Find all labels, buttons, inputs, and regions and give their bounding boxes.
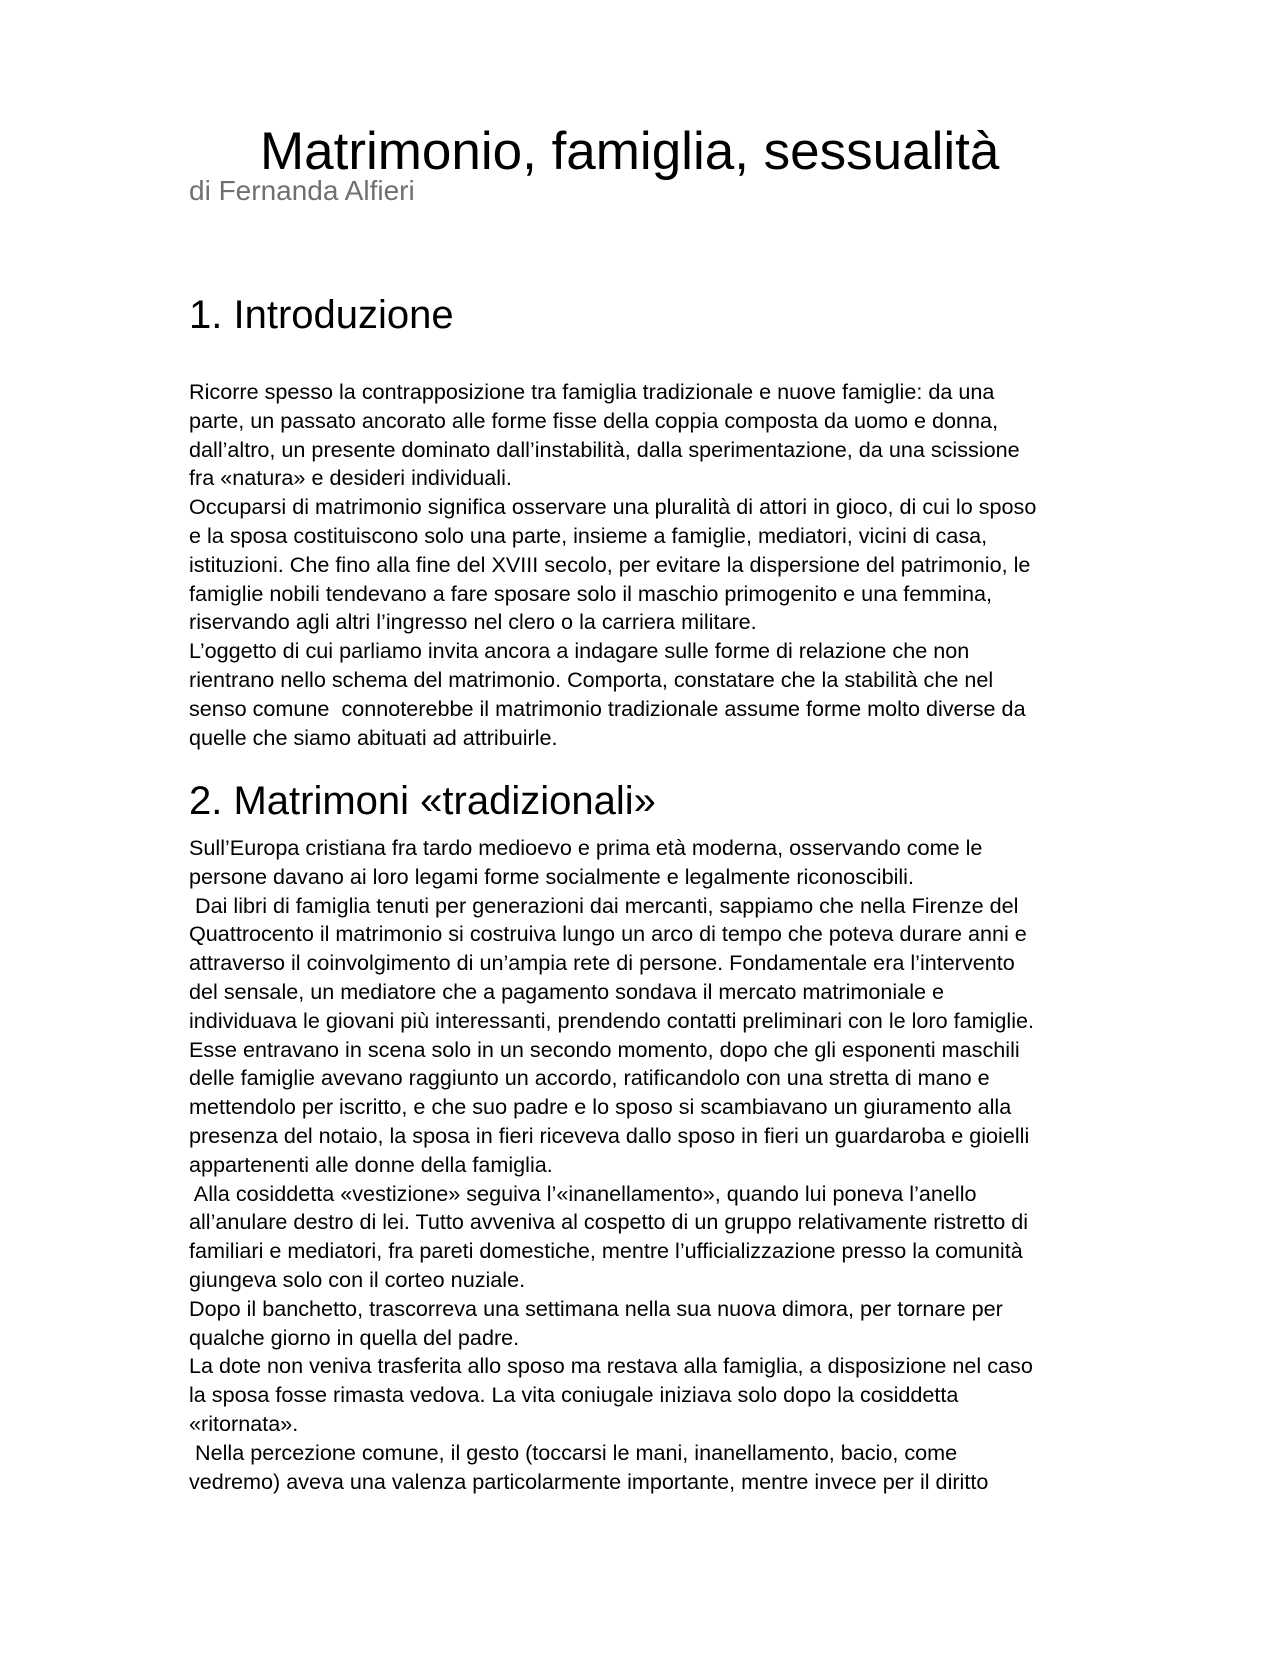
text-line: riservando agli altri l’ingresso nel clero o la carriera militare. bbox=[189, 609, 757, 635]
text-line: La dote non veniva trasferita allo sposo ma restava alla famiglia, a disposizione nel caso bbox=[189, 1353, 1033, 1379]
text-line: Sull’Europa cristiana fra tardo medioevo e prima età moderna, osservando come le bbox=[189, 835, 983, 860]
text-line: Esse entravano in scena solo in un secondo momento, dopo che gli esponenti maschili bbox=[189, 1036, 1020, 1062]
text-line: Ricorre spesso la contrapposizione tra famiglia tradizionale e nuove famiglie: da una bbox=[189, 379, 995, 404]
text-line: persone davano ai loro legami forme socialmente e legalmente riconoscibili. bbox=[189, 863, 914, 889]
text-line: presenza del notaio, la sposa in fieri riceveva dallo sposo in fieri un guardaroba e gioielli bbox=[189, 1122, 1030, 1148]
section-body-matrimoni-tradizionali bbox=[189, 834, 1189, 1496]
text-line: fra «natura» e desideri individuali. bbox=[189, 465, 512, 491]
text-line: rientrano nello schema del matrimonio. Comporta, constatare che la stabilità che nel bbox=[189, 666, 994, 692]
text-line: senso comune connoterebbe il matrimonio tradizionale assume forme molto diverse da bbox=[189, 695, 1026, 721]
text-line: all’anulare destro di lei. Tutto avveniva al cospetto di un gruppo relativamente ristretto di bbox=[189, 1209, 1029, 1235]
text-line: individuava le giovani più interessanti, prendendo contatti preliminari con le loro famiglie. bbox=[189, 1007, 1035, 1033]
section-body-introduzione bbox=[189, 378, 1189, 752]
text-line: Alla cosiddetta «vestizione» seguiva l’«inanellamento», quando lui poneva l’anello bbox=[189, 1180, 977, 1206]
text-line: la sposa fosse rimasta vedova. La vita coniugale iniziava solo dopo la cosiddetta bbox=[189, 1382, 959, 1408]
text-line: giungeva solo con il corteo nuziale. bbox=[189, 1266, 526, 1292]
text-line: famiglie nobili tendevano a fare sposare solo il maschio primogenito e una femmina, bbox=[189, 580, 993, 606]
document-title: Matrimonio, famiglia, sessualità bbox=[260, 122, 1000, 181]
text-line: familiari e mediatori, fra pareti domestiche, mentre l’ufficializzazione presso la comunità bbox=[189, 1238, 1023, 1264]
text-line: qualche giorno in quella del padre. bbox=[189, 1324, 520, 1350]
section-heading-introduzione: 1. Introduzione bbox=[189, 293, 454, 337]
text-line: L’oggetto di cui parliamo invita ancora a indagare sulle forme di relazione che non bbox=[189, 638, 970, 664]
text-line: delle famiglie avevano raggiunto un accordo, ratificandolo con una stretta di mano e bbox=[189, 1065, 990, 1091]
text-line: appartenenti alle donne della famiglia. bbox=[189, 1151, 553, 1177]
text-line: quelle che siamo abituati ad attribuirle. bbox=[189, 724, 558, 750]
text-line: Dopo il banchetto, trascorreva una settimana nella sua nuova dimora, per tornare per bbox=[189, 1295, 1003, 1321]
section-heading-matrimoni-tradizionali: 2. Matrimoni «tradizionali» bbox=[189, 779, 656, 823]
text-line: vedremo) aveva una valenza particolarmente importante, mentre invece per il diritto bbox=[189, 1468, 989, 1494]
text-line: mettendolo per iscritto, e che suo padre e lo sposo si scambiavano un giuramento alla bbox=[189, 1094, 1012, 1120]
text-line: Quattrocento il matrimonio si costruiva lungo un arco di tempo che poteva durare anni e bbox=[189, 921, 1027, 947]
text-line: Occuparsi di matrimonio significa osservare una pluralità di attori in gioco, di cui lo sposo bbox=[189, 494, 1037, 520]
text-line: Nella percezione comune, il gesto (toccarsi le mani, inanellamento, bacio, come bbox=[189, 1439, 958, 1465]
text-line: istituzioni. Che fino alla fine del XVIII secolo, per evitare la dispersione del patrimonio, le bbox=[189, 551, 1031, 577]
text-line: «ritornata». bbox=[189, 1410, 299, 1436]
text-line: e la sposa costituiscono solo una parte, insieme a famiglie, mediatori, vicini di casa, bbox=[189, 522, 988, 548]
text-line: parte, un passato ancorato alle forme fisse della coppia composta da uomo e donna, bbox=[189, 407, 999, 433]
text-line: dall’altro, un presente dominato dall’instabilità, dalla sperimentazione, da una scissione bbox=[189, 436, 1020, 462]
text-line: del sensale, un mediatore che a pagamento sondava il mercato matrimoniale e bbox=[189, 978, 945, 1004]
text-line: Dai libri di famiglia tenuti per generazioni dai mercanti, sappiamo che nella Firenze del bbox=[189, 892, 1019, 918]
text-line: attraverso il coinvolgimento di un’ampia rete di persone. Fondamentale era l’intervento bbox=[189, 950, 1015, 976]
document-author: di Fernanda Alfieri bbox=[189, 175, 415, 206]
